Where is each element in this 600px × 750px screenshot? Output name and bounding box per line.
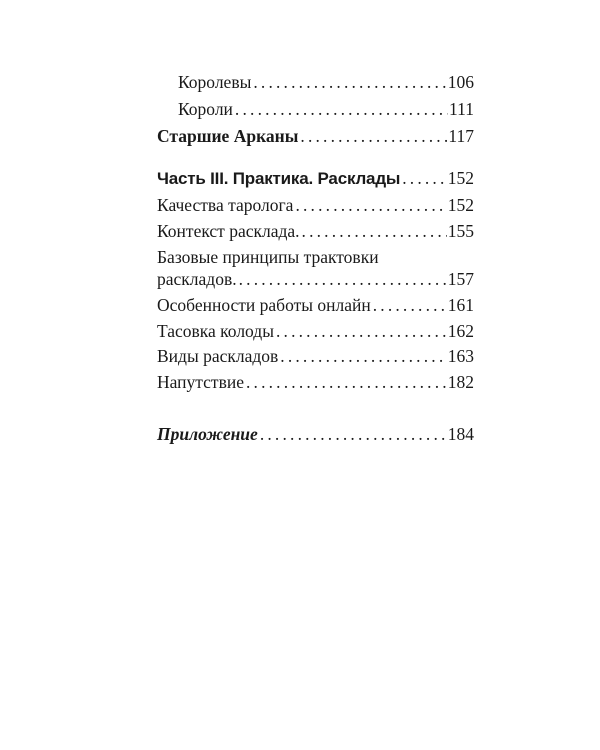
toc-entry-label: Приложение — [157, 424, 258, 444]
toc-entry-label: Особенности работы онлайн — [157, 295, 371, 315]
dot-leader — [302, 220, 447, 242]
toc-page-number: 152 — [447, 195, 474, 215]
toc-page-number: 106 — [447, 72, 474, 92]
toc-entry-shuffling — [157, 320, 474, 342]
dot-leader — [239, 268, 447, 290]
toc-page-number: 161 — [447, 295, 474, 315]
toc-entry-reader-qualities — [157, 194, 474, 216]
toc-entry-label: Тасовка колоды — [157, 321, 274, 341]
dot-leader — [300, 125, 447, 147]
toc-entry-label: Королевы — [178, 72, 252, 92]
dot-leader — [280, 345, 446, 367]
toc-entry-label: Контекст расклада. — [157, 221, 300, 241]
dot-leader — [246, 371, 447, 393]
toc-entry-label-line1: Базовые принципы трактовки — [157, 247, 379, 267]
toc-entry-spread-context — [157, 220, 474, 242]
toc-entry-label: Качества таролога — [157, 195, 294, 215]
dot-leader — [276, 320, 447, 342]
toc-entry-basic-principles — [157, 268, 474, 290]
toc-entry-part-3 — [157, 167, 474, 190]
dot-leader — [373, 294, 447, 316]
toc-entry-label: Виды раскладов — [157, 346, 279, 366]
toc-page-number: 184 — [447, 424, 474, 444]
toc-page-number: 152 — [447, 168, 474, 188]
toc-entry-kings — [178, 98, 474, 120]
dot-leader — [253, 71, 446, 93]
toc-entry-label: Напутствие — [157, 372, 244, 392]
toc-entry-farewell — [157, 371, 474, 393]
toc-entry-major-arcana — [157, 125, 474, 147]
toc-page-number: 117 — [448, 126, 474, 146]
toc-page-number: 163 — [447, 346, 474, 366]
toc-entry-spread-types — [157, 345, 474, 367]
dot-leader — [402, 167, 447, 189]
toc-section-heading: Часть III. Практика. Расклады — [157, 169, 401, 188]
toc-entry-online-work — [157, 294, 474, 316]
toc-entry-appendix — [157, 423, 474, 445]
toc-entry-label: Старшие Арканы — [157, 126, 299, 146]
toc-page-number: 111 — [449, 99, 474, 119]
toc-page-number: 155 — [447, 221, 474, 241]
toc-entry-queens — [178, 71, 474, 93]
dot-leader — [235, 98, 448, 120]
toc-page-number: 157 — [447, 269, 474, 289]
toc-page-number: 182 — [447, 372, 474, 392]
toc-entry-label: раскладов. — [157, 269, 237, 289]
toc-entry-label: Короли — [178, 99, 233, 119]
dot-leader — [260, 423, 447, 445]
dot-leader — [295, 194, 446, 216]
toc-page-number: 162 — [447, 321, 474, 341]
